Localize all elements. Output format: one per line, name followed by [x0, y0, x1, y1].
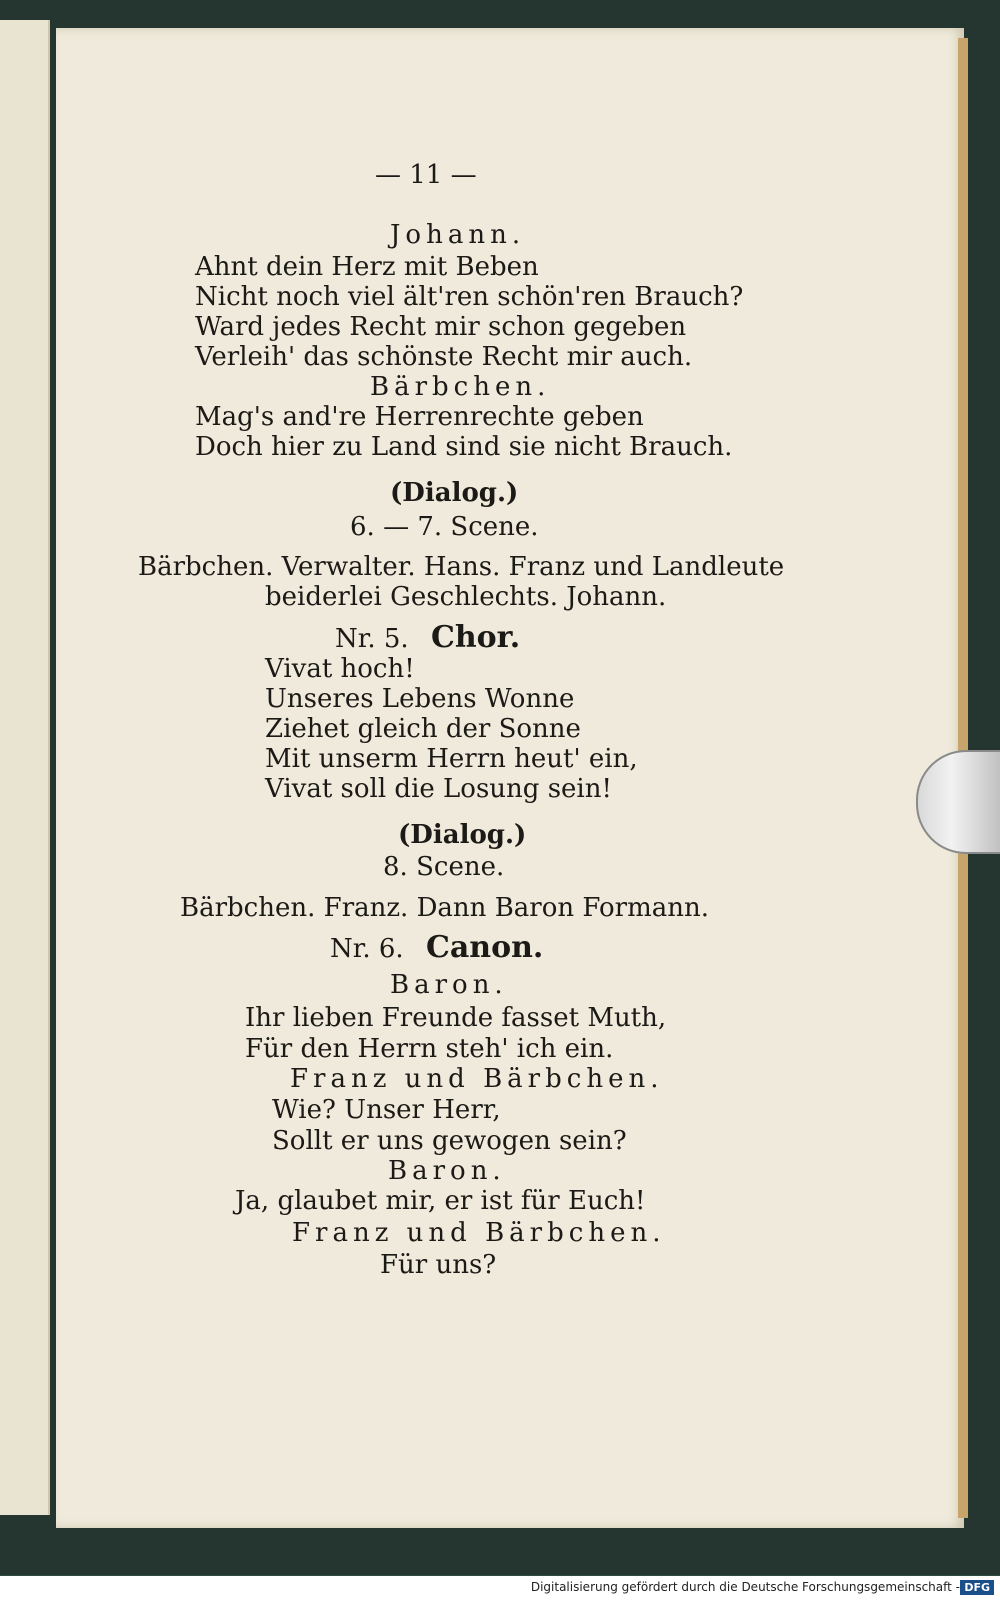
speaker-franz-baerbchen: Franz und Bärbchen.	[292, 1218, 666, 1248]
speaker-baron: Baron.	[388, 1156, 506, 1186]
verse-line: Sollt er uns gewogen sein?	[272, 1126, 627, 1156]
cast-line: Bärbchen. Franz. Dann Baron Formann.	[180, 893, 710, 923]
speaker-baerbchen: Bärbchen.	[370, 372, 551, 402]
number-heading	[330, 930, 544, 965]
footer-credit: Digitalisierung gefördert durch die Deutsche Forschungsgemeinschaft -	[530, 1580, 960, 1594]
verse-line: Ziehet gleich der Sonne	[265, 714, 581, 744]
verse-line: Mit unserm Herrn heut' ein,	[265, 744, 638, 774]
scene-heading: 8. Scene.	[383, 852, 505, 882]
cast-line: beiderlei Geschlechts. Johann.	[265, 582, 667, 612]
dialog-note: (Dialog.)	[390, 478, 519, 508]
speaker-franz-baerbchen: Franz und Bärbchen.	[290, 1064, 664, 1094]
verse-line: Nicht noch viel ält'ren schön'ren Brauch?	[195, 282, 744, 312]
scene-heading: 6. — 7. Scene.	[350, 512, 539, 542]
verse-line: Vivat soll die Losung sein!	[265, 774, 612, 804]
verse-line: Ward jedes Recht mir schon gegeben	[195, 312, 687, 342]
verse-line: Unseres Lebens Wonne	[265, 684, 575, 714]
verse-line: Ahnt dein Herz mit Beben	[195, 252, 539, 282]
verse-line: Ihr lieben Freunde fasset Muth,	[245, 1003, 667, 1033]
left-page-edge	[0, 20, 50, 1515]
footer-bar	[0, 1576, 1000, 1600]
dialog-note: (Dialog.)	[398, 820, 527, 850]
page-number: — 11 —	[375, 160, 477, 190]
number-label: Nr. 6.	[330, 934, 404, 964]
speaker-baron: Baron.	[390, 970, 508, 1000]
piece-title: Canon.	[425, 930, 544, 965]
verse-line: Wie? Unser Herr,	[272, 1095, 501, 1125]
verse-line: Doch hier zu Land sind sie nicht Brauch.	[195, 432, 733, 462]
number-heading	[335, 620, 521, 655]
number-label: Nr. 5.	[335, 624, 409, 654]
verse-line: Mag's and're Herrenrechte geben	[195, 402, 644, 432]
verse-line: Für den Herrn steh' ich ein.	[245, 1034, 614, 1064]
verse-line: Ja, glaubet mir, er ist für Euch!	[235, 1186, 646, 1216]
speaker-johann: Johann.	[390, 220, 526, 250]
verse-line: Für uns?	[380, 1250, 497, 1280]
verse-line: Vivat hoch!	[265, 654, 415, 684]
verse-line: Verleih' das schönste Recht mir auch.	[195, 342, 693, 372]
piece-title: Chor.	[430, 620, 521, 655]
cast-line: Bärbchen. Verwalter. Hans. Franz und Landleute	[138, 552, 785, 582]
dfg-logo: DFG	[960, 1580, 994, 1595]
